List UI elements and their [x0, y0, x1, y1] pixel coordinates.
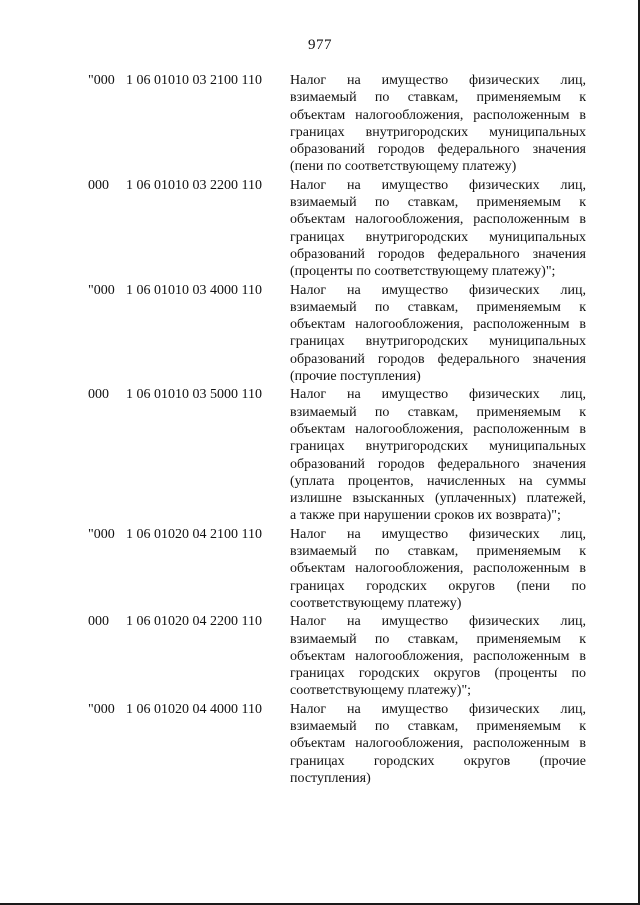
description-line: объектам налогообложения, расположенным в	[290, 212, 586, 228]
list-item	[88, 282, 598, 386]
description-line: границах внутригородских муниципальных	[290, 334, 586, 350]
kbk-code: 1 06 01020 04 2100 110	[126, 526, 262, 542]
entry-description	[290, 282, 586, 386]
description-line: Налог на имущество физических лиц,	[290, 614, 586, 630]
page-number: 977	[308, 37, 332, 53]
description-line: Налог на имущество физических лиц,	[290, 387, 586, 403]
list-item	[88, 526, 598, 612]
admin-code: 000	[88, 614, 109, 630]
list-item	[88, 72, 598, 176]
kbk-code: 1 06 01010 03 2200 110	[126, 177, 262, 193]
entry-description	[290, 386, 586, 524]
kbk-code: 1 06 01020 04 4000 110	[126, 701, 262, 717]
entry-description	[290, 177, 586, 281]
description-line: взимаемый по ставкам, применяемым к	[290, 299, 586, 315]
list-item	[88, 613, 598, 699]
description-line: объектам налогообложения, расположенным в	[290, 317, 586, 333]
description-line: объектам налогообложения, расположенным в	[290, 107, 586, 123]
description-line: границах городских округов (пени по	[290, 578, 586, 594]
description-line: поступления)	[290, 770, 371, 786]
description-line: образований городов федерального значения	[290, 142, 586, 158]
description-line: границах внутригородских муниципальных	[290, 229, 586, 245]
description-line: взимаемый по ставкам, применяемым к	[290, 90, 586, 106]
description-line: Налог на имущество физических лиц,	[290, 177, 586, 193]
description-line: границах внутригородских муниципальных	[290, 439, 586, 455]
entry-description	[290, 701, 586, 787]
description-line: соответствующему платежу)";	[290, 683, 472, 699]
entry-description	[290, 526, 586, 612]
admin-code: 000	[88, 177, 109, 193]
description-line: (проценты по соответствующему платежу)";	[290, 264, 556, 280]
admin-code: "000	[88, 526, 115, 542]
kbk-code: 1 06 01010 03 4000 110	[126, 282, 262, 298]
description-line: границах городских округов (прочие	[290, 753, 586, 769]
admin-code: 000	[88, 387, 109, 403]
admin-code: "000	[88, 701, 115, 717]
description-line: взимаемый по ставкам, применяемым к	[290, 544, 586, 560]
description-line: образований городов федерального значения	[290, 351, 586, 367]
description-line: соответствующему платежу)	[290, 595, 462, 611]
description-line: образований городов федерального значения	[290, 456, 586, 472]
entry-description	[290, 72, 586, 176]
description-line: взимаемый по ставкам, применяемым к	[290, 631, 586, 647]
description-line: объектам налогообложения, расположенным в	[290, 648, 586, 664]
description-line: а также при нарушении сроков их возврата)";	[290, 508, 561, 524]
description-line: (уплата процентов, начисленных на суммы	[290, 473, 586, 489]
description-line: взимаемый по ставкам, применяемым к	[290, 718, 586, 734]
kbk-code: 1 06 01020 04 2200 110	[126, 614, 262, 630]
description-line: Налог на имущество физических лиц,	[290, 526, 586, 542]
description-line: (прочие поступления)	[290, 369, 421, 385]
description-line: объектам налогообложения, расположенным в	[290, 561, 586, 577]
description-line: объектам налогообложения, расположенным в	[290, 421, 586, 437]
description-line: взимаемый по ставкам, применяемым к	[290, 404, 586, 420]
description-line: (пени по соответствующему платежу)	[290, 159, 517, 175]
admin-code: "000	[88, 73, 115, 88]
description-line: границах внутригородских муниципальных	[290, 124, 586, 140]
entry-description	[290, 613, 586, 699]
description-line: Налог на имущество физических лиц,	[290, 701, 586, 717]
description-line: взимаемый по ставкам, применяемым к	[290, 195, 586, 211]
description-line: Налог на имущество физических лиц,	[290, 282, 586, 298]
description-line: границах городских округов (проценты по	[290, 666, 586, 682]
admin-code: "000	[88, 282, 115, 298]
description-line: излишне взысканных (уплаченных) платежей,	[290, 491, 586, 507]
list-item	[88, 177, 598, 281]
entries-list	[88, 72, 598, 788]
list-item	[88, 701, 598, 787]
description-line: Налог на имущество физических лиц,	[290, 73, 586, 88]
list-item	[88, 386, 598, 524]
kbk-code: 1 06 01010 03 5000 110	[126, 387, 262, 403]
description-line: объектам налогообложения, расположенным в	[290, 736, 586, 752]
description-line: образований городов федерального значения	[290, 246, 586, 262]
kbk-code: 1 06 01010 03 2100 110	[126, 73, 262, 88]
